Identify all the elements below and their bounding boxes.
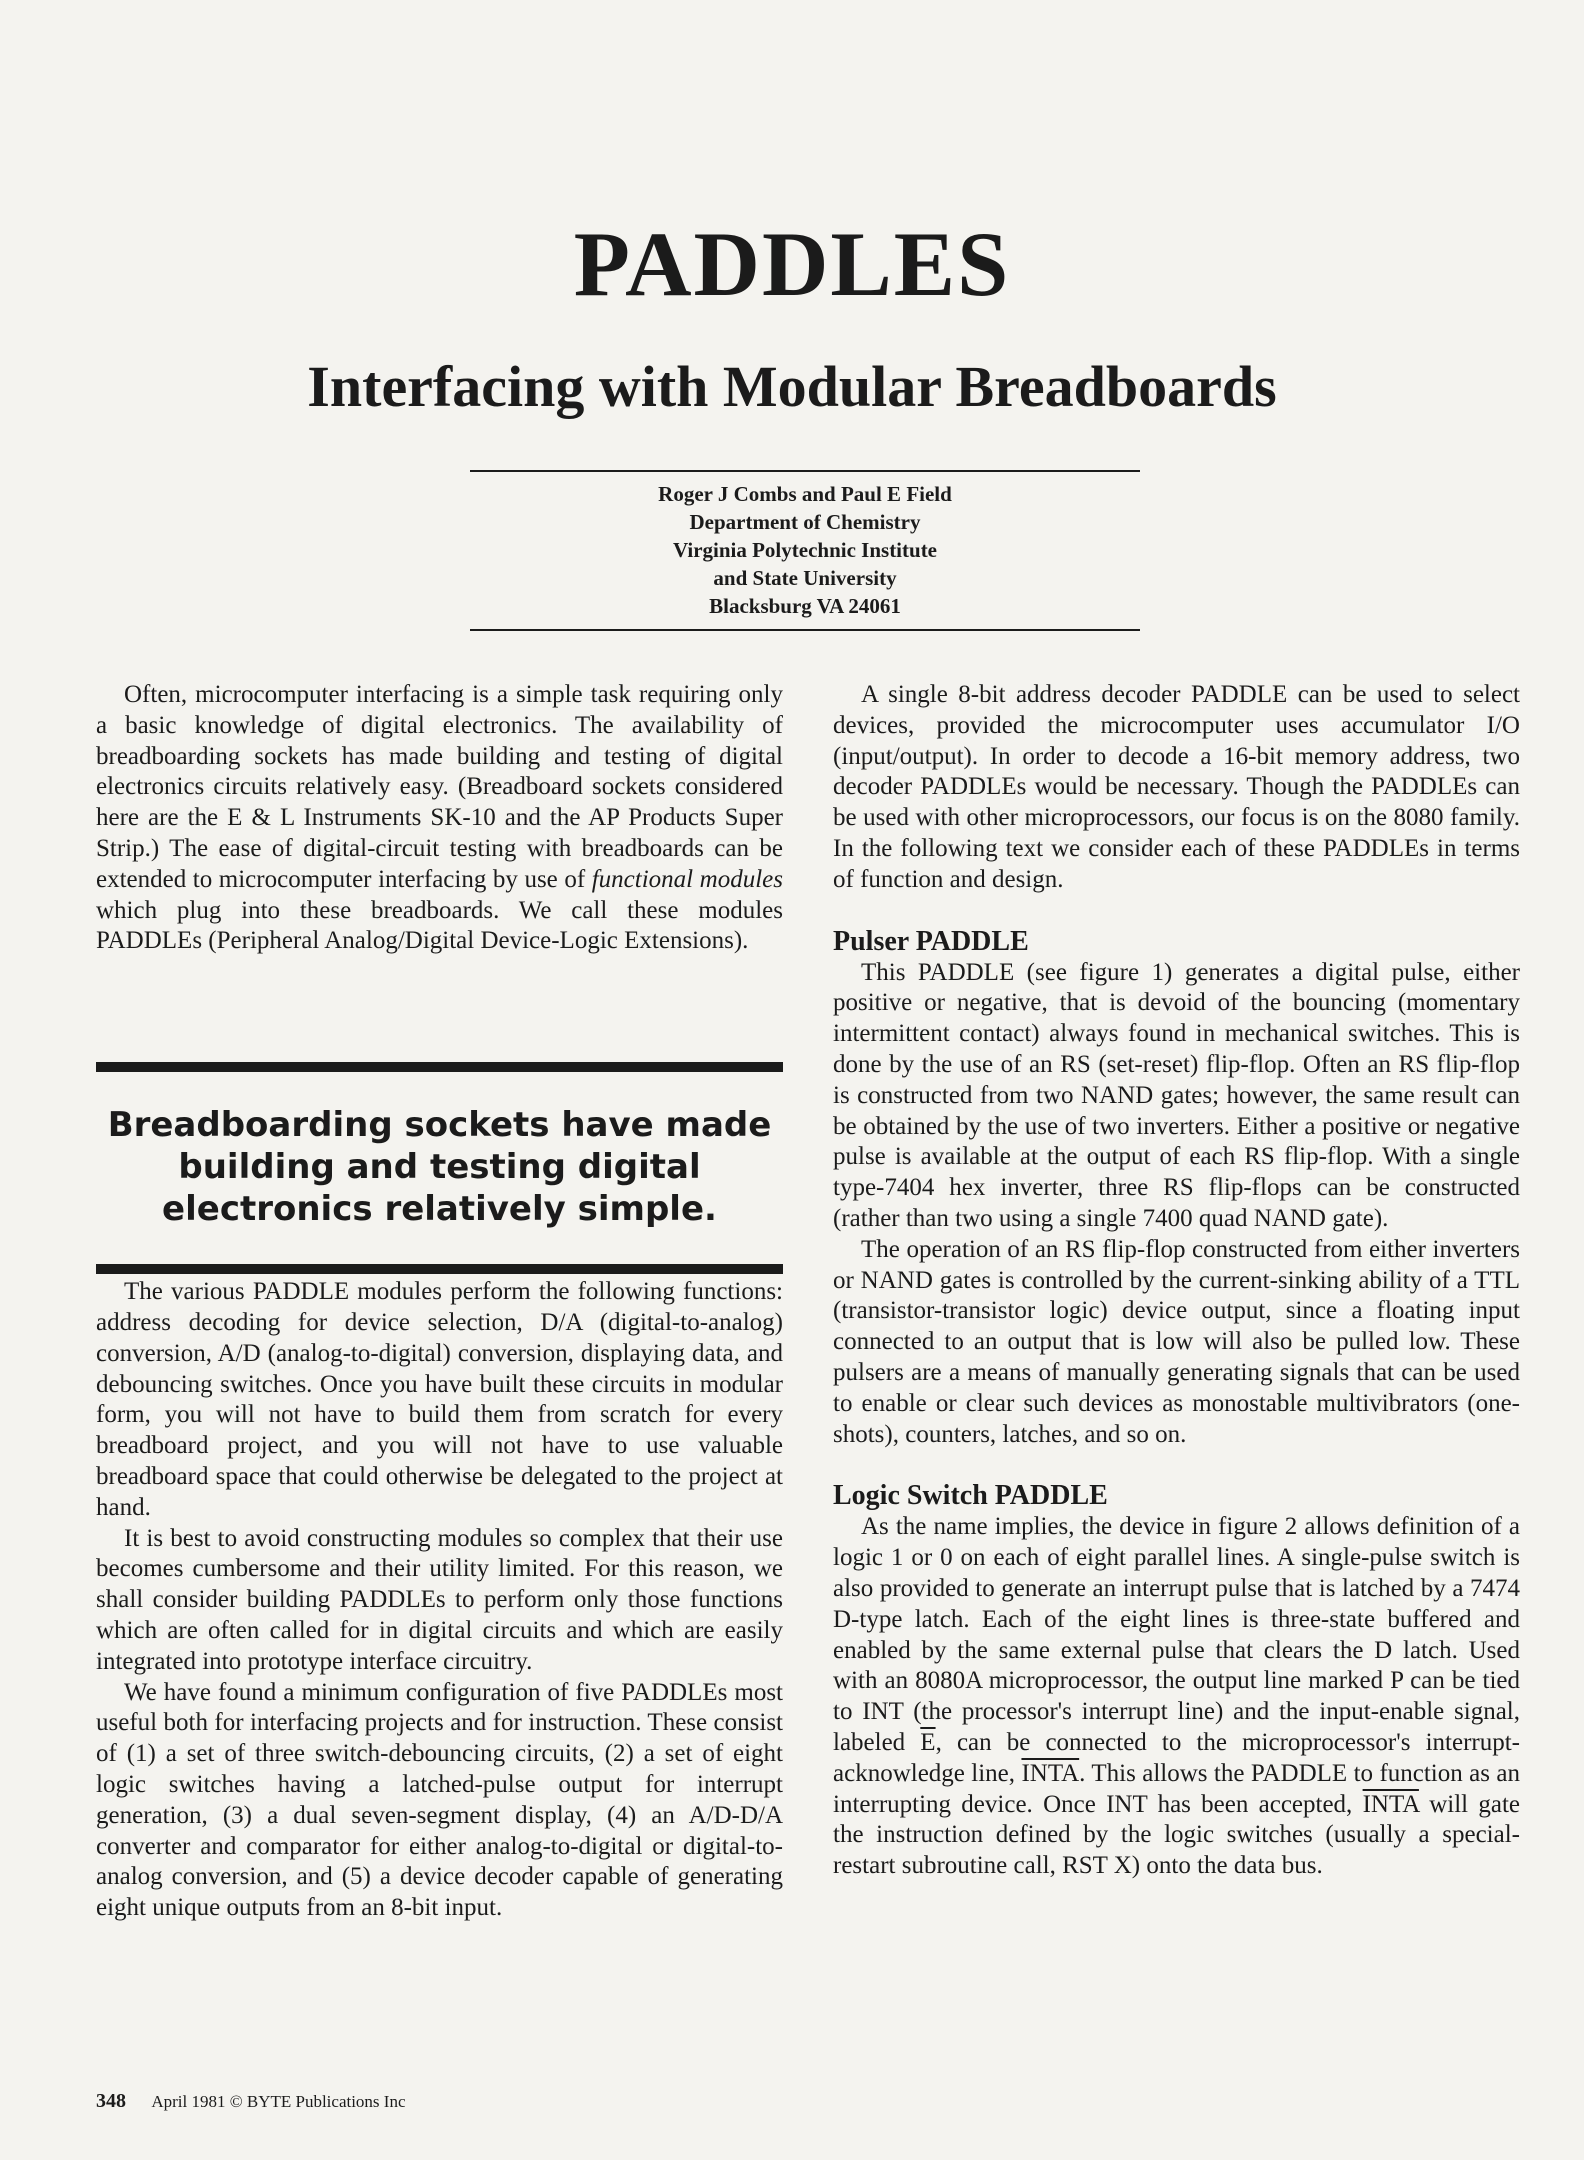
byline-institute: Virginia Polytechnic Institute	[672, 538, 938, 562]
body-paragraph: The various PADDLE modules perform the following functions: address decoding for device selection, D/A (digital-to-analog) conversion, A/D (analog-to-digital) conversion, displaying data, and debouncing switches. Once you have built these circuits in modular form, you will not have to build them from scratch for every breadboard project, and you will not have to use valuable breadboard space that could otherwise be delegated to the project at hand.	[96, 1278, 783, 1521]
publication-credit: April 1981 © BYTE Publications Inc	[151, 2092, 406, 2111]
logic-text-a: As the name implies, the device in figure 2 allows definition of a logic 1 or 0 on each of eight parallel lines. A single-pulse switch is also provided to generate an interrupt pulse that is latched by a 7474 D-type latch. Each of the eight lines is three-state buffered and enabled by the same external pulse that clears the D latch. Used with an 8080A microprocessor, the output line marked P can be tied to INT (the processor's interrupt line) and the input-enable signal, labeled	[833, 1513, 1520, 1756]
logic-text-b: , can be connected to the microprocessor's interrupt-acknowledge line,	[833, 1728, 1520, 1787]
right-column	[833, 680, 1520, 1882]
byline-bottom-rule	[470, 629, 1140, 631]
section-heading-pulser: Pulser PADDLE	[833, 925, 1029, 957]
body-paragraph: A single 8-bit address decoder PADDLE can be used to select devices, provided the microcomputer uses accumulator I/O (input/output). In order to decode a 16-bit memory address, two decoder PADDLEs would be necessary. Though the PADDLEs can be used with other microprocessors, our focus is on the 8080 family. In the following text we consider each of these PADDLEs in terms of function and design.	[833, 681, 1520, 893]
byline-top-rule	[470, 470, 1140, 472]
logic-text-c: . This allows the PADDLE to function as an interrupting device. Once INT has been accepted,	[833, 1759, 1520, 1818]
pullquote	[96, 1062, 783, 1274]
article-title: PADDLES	[573, 213, 1011, 315]
logic-text-d: will gate the instruction defined by the logic switches (usually a special-restart subroutine call, RST X) onto the data bus.	[833, 1790, 1521, 1880]
byline-address: Blacksburg VA 24061	[709, 594, 901, 618]
left-column	[96, 680, 783, 1924]
byline	[470, 480, 1140, 620]
body-paragraph	[833, 1512, 1520, 1882]
body-paragraph: This PADDLE (see figure 1) generates a digital pulse, either positive or negative, that is devoid of the bouncing (momentary intermittent contact) always found in mechanical switches. This is done by the use of an RS (set-reset) flip-flop. Often an RS flip-flop is constructed from two NAND gates; however, the same result can be obtained by the use of two inverters. Either a positive or negative pulse is available at the output of each RS flip-flop. With a single type-7404 hex inverter, three RS flip-flops can be constructed (rather than two using a single 7400 quad NAND gate).	[833, 958, 1520, 1232]
body-paragraph: The operation of an RS flip-flop constructed from either inverters or NAND gates is controlled by the current-sinking ability of a TTL (transistor-transistor logic) device output, since a floating input connected to an output that is low will also be pulled low. These pulsers are a means of manually generating signals that can be used to enable or clear such devices as monostable multivibrators (one-shots), counters, latches, and so on.	[833, 1235, 1520, 1448]
body-paragraph: It is best to avoid constructing modules so complex that their use becomes cumbersome and their utility limited. For this reason, we shall consider building PADDLEs to perform only those functions which are often called for in digital circuits and which are easily integrated into prototype interface circuitry.	[96, 1524, 783, 1675]
body-paragraph: We have found a minimum configuration of five PADDLEs most useful both for interfacing projects and for instruction. These consist of (1) a set of three switch-debouncing circuits, (2) a set of eight logic switches having a latched-pulse output for interrupt generation, (3) a dual seven-segment display, (4) an A/D-D/A converter and comparator for either analog-to-digital or digital-to-analog conversion, and (5) a device decoder capable of generating eight unique outputs from an 8-bit input.	[96, 1678, 783, 1922]
signal-inta-bar: INTA	[1362, 1790, 1419, 1818]
byline-authors: Roger J Combs and Paul E Field	[658, 482, 952, 506]
signal-inta-bar: INTA	[1021, 1759, 1080, 1787]
article-subtitle: Interfacing with Modular Breadboards	[307, 354, 1277, 419]
byline-university: and State University	[713, 566, 897, 590]
signal-e-bar: $\overline{E}$	[920, 1728, 936, 1756]
pullquote-bottom-bar	[96, 1264, 783, 1274]
intro-text-b: which plug into these breadboards. We call these modules PADDLEs (Peripheral Analog/Digital Device-Logic Extensions).	[96, 896, 783, 955]
pullquote-top-bar	[96, 1062, 783, 1072]
intro-emphasis: functional modules	[591, 865, 783, 893]
intro-text-a: Often, microcomputer interfacing is a simple task requiring only a basic knowledge of digital electronics. The availability of breadboarding sockets has made building and testing of digital electronics circuits relatively easy. (Breadboard sockets considered here are the E & L Instruments SK-10 and the AP Products Super Strip.) The ease of digital-circuit testing with breadboards can be extended to microcomputer interfacing by use of	[96, 681, 783, 893]
section-heading-logic-switch: Logic Switch PADDLE	[833, 1480, 1108, 1512]
page-footer	[96, 2090, 406, 2113]
section-gap	[833, 896, 1520, 926]
page-number: 348	[96, 2090, 126, 2112]
intro-paragraph	[96, 680, 783, 957]
byline-department: Department of Chemistry	[689, 510, 921, 534]
pullquote-text: Breadboarding sockets have made building and testing digital electronics relatively simple.	[107, 1105, 772, 1229]
section-gap	[833, 1450, 1520, 1480]
